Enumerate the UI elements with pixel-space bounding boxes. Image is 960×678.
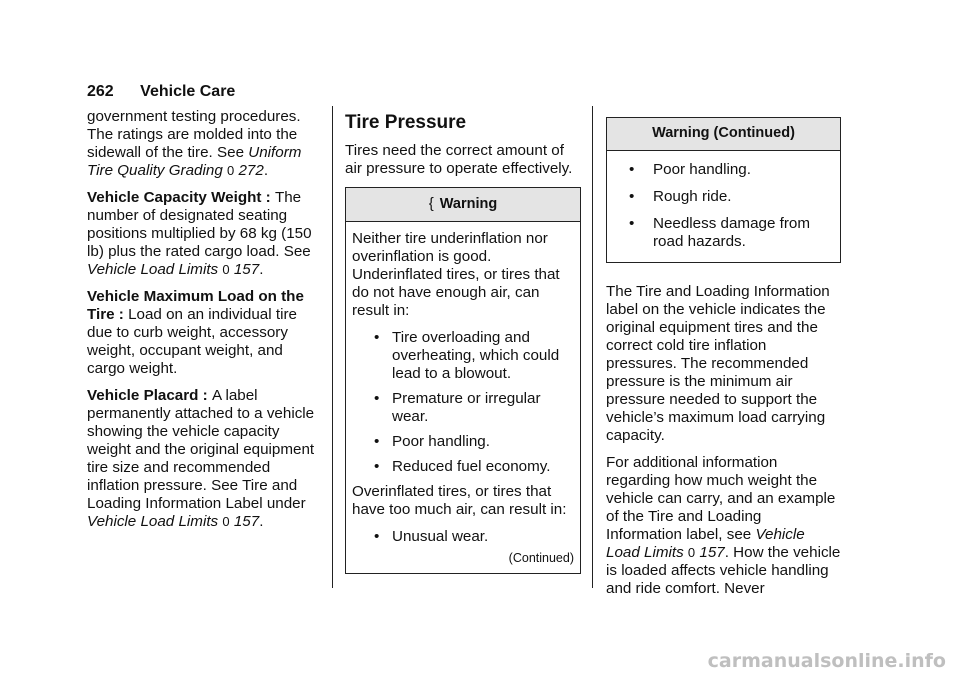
warning-list-underinflated <box>352 329 574 476</box>
column-divider-left <box>332 106 333 588</box>
column-3 <box>606 113 841 607</box>
list-item-text: Premature or irregular wear. <box>392 390 541 425</box>
bullet-icon: • <box>629 188 635 205</box>
warning-box <box>345 187 581 574</box>
list-item <box>352 433 574 451</box>
column-2 <box>345 108 581 574</box>
column-1 <box>87 108 325 540</box>
page-ref-272[interactable]: 272 <box>238 162 264 179</box>
bullet-icon: • <box>374 433 380 450</box>
warning-icon: { <box>428 195 434 212</box>
warning-body <box>607 151 840 262</box>
definition-text: Load on an individual tire due to curb weight, accessory weight, occupant weight, and cargo weight. <box>87 306 297 377</box>
punctuation: . <box>263 162 269 179</box>
page-number: 262 <box>87 83 114 100</box>
list-item <box>352 329 574 383</box>
list-item-text: Tire overloading and overheating, which could lead to a blowout. <box>392 329 560 382</box>
bullet-icon: • <box>629 215 635 232</box>
paragraph-tire-loading-label: The Tire and Loading Information label on the vehicle indicates the original equipment tires and the correct cold tire inflation pressures. The recommended pressure is the minimum air pressure needed to support the vehicle’s maximum load carrying capacity. <box>606 283 830 444</box>
warning-paragraph: Neither tire underinflation nor overinflation is good. Underinflated tires, or tires that do not have enough air, can result in: <box>352 230 560 319</box>
bullet-icon: • <box>374 329 380 346</box>
warning-header: Warning (Continued) <box>607 118 840 151</box>
bullet-icon: • <box>629 161 635 178</box>
paragraph-text: government testing procedures. The ratings are molded into the sidewall of the tire. See <box>87 108 301 161</box>
page-header <box>87 83 235 101</box>
list-item <box>613 188 834 206</box>
link-vehicle-load-limits[interactable]: Vehicle Load Limits <box>87 261 219 278</box>
column-divider-right <box>592 106 593 588</box>
warning-box-continued <box>606 117 841 263</box>
page-ref-157[interactable]: 157 <box>233 261 260 278</box>
list-item-text: Rough ride. <box>653 188 732 205</box>
paragraph-additional-info <box>606 454 841 598</box>
warning-header <box>346 188 580 222</box>
watermark: carmanualsonline.info <box>707 650 946 672</box>
paragraph-text: . How the vehicle is loaded affects vehicle handling and ride comfort. Never <box>606 544 841 597</box>
warning-body <box>346 222 580 573</box>
link-vehicle-load-limits[interactable]: Vehicle Load Limits <box>606 526 805 561</box>
paragraph-text: For additional information regarding how much weight the vehicle can carry, and an example of the Tire and Loading Information label, see <box>606 454 836 543</box>
page-ref-icon: 0 <box>222 514 230 529</box>
page-ref-icon: 0 <box>222 262 230 277</box>
list-item-text: Reduced fuel economy. <box>392 458 551 475</box>
paragraph-uniform-grading <box>87 108 325 180</box>
punctuation: . <box>259 513 264 530</box>
warning-paragraph: Overinflated tires, or tires that have too much air, can result in: <box>352 483 567 518</box>
definition-text: A label permanently attached to a vehicle showing the vehicle capacity weight and the original equipment tire size and recommended inflation pressure. See Tire and Loading Information Label under <box>87 387 315 512</box>
page-ref-icon: 0 <box>687 545 696 560</box>
list-item <box>613 215 834 251</box>
continued-note: (Continued) <box>508 551 574 565</box>
page-ref-icon: 0 <box>227 163 235 178</box>
list-item-text: Unusual wear. <box>392 528 489 545</box>
bullet-icon: • <box>374 528 380 545</box>
warning-title: Warning <box>439 196 498 212</box>
list-item-text: Poor handling. <box>392 433 490 450</box>
bullet-icon: • <box>374 458 380 475</box>
list-item-text: Poor handling. <box>653 161 751 178</box>
definition-vehicle-placard <box>87 387 325 531</box>
definition-text: The number of designated seating positions multiplied by 68 kg (150 lb) plus the rated cargo load. See <box>87 189 312 260</box>
bullet-icon: • <box>374 390 380 407</box>
section-heading-tire-pressure: Tire Pressure <box>345 112 467 133</box>
link-vehicle-load-limits[interactable]: Vehicle Load Limits <box>87 513 219 530</box>
definition-vehicle-capacity-weight <box>87 189 325 279</box>
intro-paragraph: Tires need the correct amount of air pressure to operate effectively. <box>345 142 573 177</box>
list-item <box>613 161 834 179</box>
link-uniform-tire-quality-grading[interactable]: Uniform Tire Quality Grading <box>87 144 302 179</box>
warning-list-continued <box>613 161 834 251</box>
term-vehicle-capacity-weight: Vehicle Capacity Weight : <box>87 189 275 206</box>
list-item-text: Needless damage from road hazards. <box>653 215 811 250</box>
term-vehicle-maximum-load: Vehicle Maximum Load on the Tire : <box>87 288 304 323</box>
punctuation: . <box>259 261 264 278</box>
list-item <box>352 528 574 546</box>
list-item <box>352 390 574 426</box>
page-ref-157[interactable]: 157 <box>699 544 725 561</box>
warning-list-overinflated <box>352 528 574 546</box>
definition-vehicle-maximum-load <box>87 288 325 378</box>
list-item <box>352 458 574 476</box>
page-ref-157[interactable]: 157 <box>233 513 260 530</box>
term-vehicle-placard: Vehicle Placard : <box>87 387 212 404</box>
section-title: Vehicle Care <box>140 83 236 100</box>
